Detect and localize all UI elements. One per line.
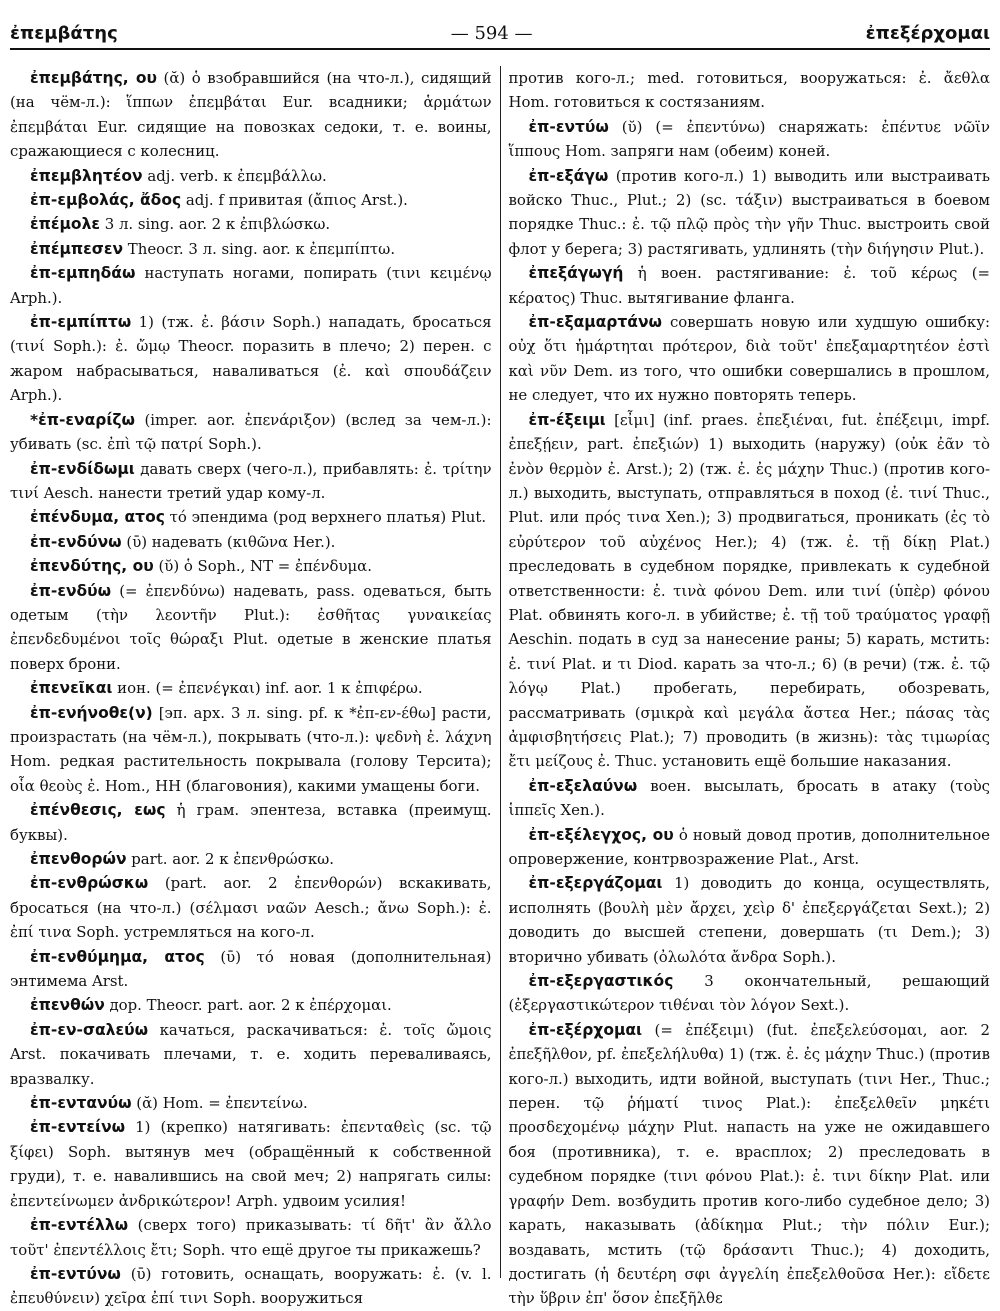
dictionary-entry xyxy=(10,554,492,578)
entry-definition: adj. f привитая (ἄπιος Arst.). xyxy=(181,191,408,210)
entry-headword: ἐπ-εντανύω xyxy=(30,1094,132,1113)
right-column xyxy=(500,66,991,1308)
dictionary-entry xyxy=(10,1091,492,1115)
dictionary-entry xyxy=(10,993,492,1017)
dictionary-entry xyxy=(509,408,991,774)
entry-definition: Theocr. 3 л. sing. aor. к ἐπεμπίπτω. xyxy=(123,239,396,258)
entry-definition: совершать новую или худшую ошибку: οὐχ ὅτι ἡμάρτηται πρότερον, διὰ τοῦτ' ἐπεξαμαρτητέον ἐστὶ καὶ νῦν Dem. из того, что ошибки совершались в прошлом, не следует, что их нужно повторять теперь. xyxy=(508,313,990,405)
entry-definition: ὁ новый довод против, дополнительное опровержение, контрвозражение Plat., Arst. xyxy=(508,825,990,868)
entry-headword: ἐπ-εμπηδάω xyxy=(30,264,136,283)
page-number: — 594 — xyxy=(450,23,533,44)
dictionary-entry xyxy=(10,408,492,457)
dictionary-entry xyxy=(509,164,991,262)
entry-headword: ἐπ-εξέρχομαι xyxy=(528,1020,643,1039)
dictionary-entry xyxy=(10,188,492,212)
entry-headword: ἐπ-ενδύω xyxy=(30,581,112,600)
entry-definition: 3 окончательный, решающий (ἐξεργαστικώτερον τιθέναι τὸν λόγον Sext.). xyxy=(508,972,990,1015)
entry-definition: [εἶμι] (inf. praes. ἐπεξιέναι, fut. ἐπέξειμι, impf. ἐπεξῄειν, part. ἐπεξιών) 1) выходить (наружу) (οὐκ ἐᾶν τὸ ἐνὸν θερμὸν ἐ. Arst.); 2) (тж. ἐ. ἐς μάχην Thuc.) (против кого-л.) выходить, выступать, отправляться в поход (ἐ. τινί Thuc., Plut. или πρός τινα Xen.); 3) продвигаться, проникать (ἐς τὸ εὐρύτερον τοῦ αὐχένος Her.); 4) (тж. ἐ. τῇ δίκῃ Plat.) преследовать в судебном порядке, привлекать к судебной ответственности: ἐ. τινὰ φόνου Dem. или τινί (ὑπὲρ) φόνου Plat. обвинять кого-л. в убийстве; ἐ. τῇ τοῦ τραύματος γραφῇ Aeschin. подать в суд за нанесение раны; 5) карать, мстить: ἐ. τινί Plat. и τι Diod. карать за что-л.; 6) (в речи) (тж. ἐ. τῷ λόγῳ Plat.) пробегать, перебирать, обозревать, рассматривать (σμικρὰ καὶ μεγάλα ἄστεα Her.; πάσας τὰς ἀμφισβητήσεις Plat.); 7) проводить (в жизнь): τὰς τιμωρίας ἔτι μείζους ἐ. Thuc. установить ещё большие наказания. xyxy=(508,410,990,771)
entry-definition: [эп. арх. 3 л. sing. pf. к *ἐπ-εν-έθω] расти, произрастать (на чём-л.), покрывать (что-л.): ψεδνὴ ἐ. λάχνη Hom. редкая растительность покрывала (голову Терсита); οἷα θεοὺς ἐ. Hom., HH (благовония), какими умащены боги. xyxy=(10,703,492,795)
entry-headword: ἐπεμβλητέον xyxy=(30,166,143,185)
dictionary-entry xyxy=(10,1018,492,1091)
entry-headword: ἐπ-εξελαύνω xyxy=(528,776,638,795)
entry-definition: ἡ воен. растягивание: ἐ. τοῦ κέρως (= κέρατος) Thuc. вытягивание фланга. xyxy=(508,264,990,307)
entry-definition: part. aor. 2 к ἐπενθρώσκω. xyxy=(126,850,335,868)
dictionary-entry xyxy=(10,66,492,164)
dictionary-entry xyxy=(10,237,492,261)
entry-definition: дор. Theocr. part. aor. 2 к ἐπέρχομαι. xyxy=(104,996,392,1015)
dictionary-entry xyxy=(509,261,991,310)
page-header xyxy=(10,10,990,50)
entry-headword: ἐπενδύτης, ου xyxy=(30,557,154,576)
entry-headword: ἐπ-εξάγω xyxy=(528,166,609,185)
entry-definition: ион. (= ἐπενέγκαι) inf. aor. 1 к ἐπιφέρω. xyxy=(112,679,423,698)
entry-definition: (ῡ) τό новая (дополнительная) энтимема Arst. xyxy=(10,947,492,991)
entry-headword: ἐπ-εντύνω xyxy=(30,1264,121,1283)
entry-definition: (против кого-л.) 1) выводить или выстраивать войско Thuc., Plut.; 2) (sc. τάξιν) выстраиваться в боевом порядке Thuc.: ἐ. τῷ πλῷ πρὸς τὴν γῆν Thuc. выстроить свой флот у берега; 3) растягивать, удлинять (τὴν διήγησιν Plut.). xyxy=(508,166,990,258)
entry-definition: (ῠ) ὁ Soph., NT = ἐπένδυμα. xyxy=(153,557,372,576)
dictionary-entry xyxy=(509,774,991,823)
entry-headword: ἐπ-εξεργαστικός xyxy=(528,972,674,991)
dictionary-entry xyxy=(10,1262,492,1311)
header-left-headword: ἐπεμβάτης xyxy=(10,23,118,44)
entry-headword: ἐπ-ενδύνω xyxy=(30,532,122,551)
entry-definition: (ᾰ) ὁ взобравшийся (на что-л.), сидящий (на чём-л.): ἵππων ἐπεμβάται Eur. всадники; ἁρμάτων ἐπεμβάται Eur. сидящие на повозках седоки, т. е. воины, сражающиеся с колесниц. xyxy=(10,69,492,161)
dictionary-entry xyxy=(10,310,492,408)
entry-headword: ἐπέμολε xyxy=(30,215,101,234)
dictionary-entry xyxy=(509,1018,991,1311)
dictionary-columns xyxy=(10,66,990,1308)
entry-definition: воен. высылать, бросать в атаку (τοὺς ἱππεῖς Xen.). xyxy=(508,776,990,820)
entry-definition: качаться, раскачиваться: ἐ. τοῖς ὤμοις Arst. покачивать плечами, т. е. ходить переваливаясь, вразвалку. xyxy=(10,1020,492,1088)
entry-definition: (сверх того) приказывать: τί δῆτ' ἂν ἄλλο τοῦτ' ἐπεντέλλοις ἔτι; Soph. что ещё другое ты прикажешь? xyxy=(10,1216,492,1259)
entry-headword: ἐπένθεσις, εως xyxy=(30,801,166,820)
entry-headword: ἐπ-εντύω xyxy=(528,117,609,136)
entry-headword: ἐπ-ενθύμημα, ατος xyxy=(30,947,205,966)
dictionary-entry xyxy=(509,823,991,872)
dictionary-entry xyxy=(509,871,991,969)
dictionary-entry xyxy=(10,457,492,506)
entry-definition: (ῡ) готовить, оснащать, вооружать: ἐ. (v. l. ἐπευθύνειν) χεῖρα ἐπί τινι Soph. вооружиться xyxy=(10,1264,492,1308)
entry-headword: ἐπένδυμα, ατος xyxy=(30,508,165,527)
dictionary-entry xyxy=(10,701,492,799)
entry-headword: ἐπεξάγωγή xyxy=(528,264,624,283)
dictionary-entry xyxy=(10,530,492,554)
entry-headword: ἐπ-ενδίδωμι xyxy=(30,459,135,478)
entry-headword: ἐπ-εξέλεγχος, ου xyxy=(528,825,674,844)
entry-headword: ἐπ-εμβολάς, ἄδος xyxy=(30,191,182,210)
entry-headword: ἐπ-εξαμαρτάνω xyxy=(528,313,662,332)
dictionary-entry xyxy=(509,969,991,1018)
entry-definition: 1) (крепко) натягивать: ἐπενταθεὶς (sc. τῷ ξίφει) Soph. вытянув меч (обращённый к собственной груди), т. е. навалившись на свой меч; 2) напрягать силы: ἐπεντείνωμεν ἀνδρικώτερον! Arph. удвоим усилия! xyxy=(10,1118,492,1210)
dictionary-entry xyxy=(10,164,492,188)
entry-definition: τό эпендима (род верхнего платья) Plut. xyxy=(164,508,487,527)
dictionary-entry xyxy=(10,798,492,847)
entry-definition: 3 л. sing. aor. 2 к ἐπιβλώσκω. xyxy=(100,215,331,234)
entry-headword: ἐπ-εξεργάζομαι xyxy=(528,874,663,893)
entry-definition: против кого-л.; med. готовиться, вооружаться: ἐ. ἄεθλα Hom. готовиться к состязаниям. xyxy=(508,69,990,112)
dictionary-entry xyxy=(509,310,991,408)
header-right-headword: ἐπεξέρχομαι xyxy=(865,23,990,44)
dictionary-entry xyxy=(10,261,492,310)
entry-definition: (imper. aor. ἐπενάριξον) (вслед за чем-л.): убивать (sc. ἐπὶ τῷ πατρί Soph.). xyxy=(10,410,492,454)
left-column xyxy=(10,66,500,1308)
dictionary-entry xyxy=(10,579,492,677)
entry-definition: 1) (тж. ἐ. βάσιν Soph.) нападать, бросаться (τινί Soph.): ἐ. ὤμῳ Theocr. поразить в плечо; 2) перен. с жаром набрасываться, наваливаться (ἐ. καὶ σπουδάζειν Arph.). xyxy=(10,313,492,405)
dictionary-entry xyxy=(10,212,492,236)
entry-definition: (part. aor. 2 ἐπενθορών) вскакивать, бросаться (на что-л.) (σέλμασι ναῶν Aesch.; ἄνω Soph.): ἐ. ἐπί τινα Soph. устремляться на кого-л. xyxy=(10,874,492,942)
entry-definition: (ῡ) надевать (κιθῶνα Her.). xyxy=(121,532,336,551)
entry-headword: ἐπ-εντείνω xyxy=(30,1118,126,1137)
entry-headword: ἐπ-ενθρώσκω xyxy=(30,874,149,893)
dictionary-entry xyxy=(10,871,492,944)
entry-definition: (ῠ) (= ἐπεντύνω) снаряжать: ἐπέντυε νῶϊν ἵππους Hom. запряги нам (обеим) коней. xyxy=(508,117,990,161)
dictionary-entry xyxy=(10,1115,492,1213)
entry-headword: ἐπ-εντέλλω xyxy=(30,1216,129,1235)
entry-headword: ἐπενθών xyxy=(30,996,105,1015)
entry-definition: (= ἐπέξειμι) (fut. ἐπεξελεύσομαι, aor. 2 ἐπεξῆλθον, pf. ἐπεξελήλυθα) 1) (тж. ἐ. ἐς μάχην Thuc.) (против кого-л.) выходить, идти войной, выступать (τινι Her., Thuc.; перен. τῷ ῥήματί τινος Plat.): ἐπεξελθεῖν μηκέτι προσδεχομένῳ μάχην Plut. напасть на уже не ожидавшего боя (противника), т. е. врасплох; 2) преследовать в судебном порядке (τινι φόνου Plat.): ἐ. τινι δίκην Plat. или γραφήν Dem. возбудить против кого-либо судебное дело; 3) карать, наказывать (ἀδίκημα Plut.; τὴν πόλιν Eur.); воздавать, мстить (τῷ δράσαντι Thuc.); 4) доходить, достигать (ἡ δευτέρη σφι ἀγγελίη ἐπεξελθοῦσα Her.): εἴδετε τὴν ὕβριν ἐπ' ὅσον ἐπεξῆλθε xyxy=(508,1020,990,1308)
entry-headword: ἐπενεῖκαι xyxy=(30,679,113,698)
entry-headword: ἐπ-εν-σαλεύω xyxy=(30,1020,149,1039)
entry-definition: adj. verb. к ἐπεμβάλλω. xyxy=(142,166,327,185)
dictionary-entry xyxy=(10,676,492,700)
entry-headword: ἐπ-εμπίπτω xyxy=(30,313,132,332)
dictionary-entry xyxy=(509,66,991,115)
entry-headword: ἐπεμβάτης, ου xyxy=(30,69,157,87)
entry-headword: *ἐπ-εναρίζω xyxy=(30,410,136,429)
entry-headword: ἐπ-ενήνοθε(ν) xyxy=(30,703,153,722)
entry-definition: (ᾰ) Hom. = ἐπεντείνω. xyxy=(131,1094,308,1113)
dictionary-entry xyxy=(10,1213,492,1262)
entry-definition: (= ἐπενδύνω) надевать, pass. одеваться, быть одетым (τὴν λεοντῆν Plut.): ἐσθῆτας γυναικείας ἐπενδεδυμένοι τοῖς θώραξι Plut. одетые в женские платья поверх брони. xyxy=(10,581,492,673)
dictionary-entry xyxy=(509,115,991,164)
entry-definition: ἡ грам. эпентеза, вставка (преимущ. буквы). xyxy=(10,801,492,844)
entry-headword: ἐπέμπεσεν xyxy=(30,239,124,258)
entry-definition: давать сверх (чего-л.), прибавлять: ἐ. τρίτην τινί Aesch. нанести третий удар кому-л. xyxy=(10,459,492,502)
entry-definition: наступать ногами, попирать (τινι κειμένῳ Arph.). xyxy=(10,264,492,307)
dictionary-entry xyxy=(10,945,492,994)
entry-headword: ἐπ-έξειμι xyxy=(528,410,606,429)
dictionary-entry xyxy=(10,505,492,529)
dictionary-entry xyxy=(10,847,492,871)
entry-headword: ἐπενθορών xyxy=(30,850,127,868)
entry-definition: 1) доводить до конца, осуществлять, исполнять (βουλὴ μὲν ἄρχει, χεὶρ δ' ἐπεξεργάζεται Sext.); 2) доводить до высшей степени, довершать (τι Dem.); 3) вторично убивать (ὀλωλότα ἄνδρα Soph.). xyxy=(508,874,990,966)
